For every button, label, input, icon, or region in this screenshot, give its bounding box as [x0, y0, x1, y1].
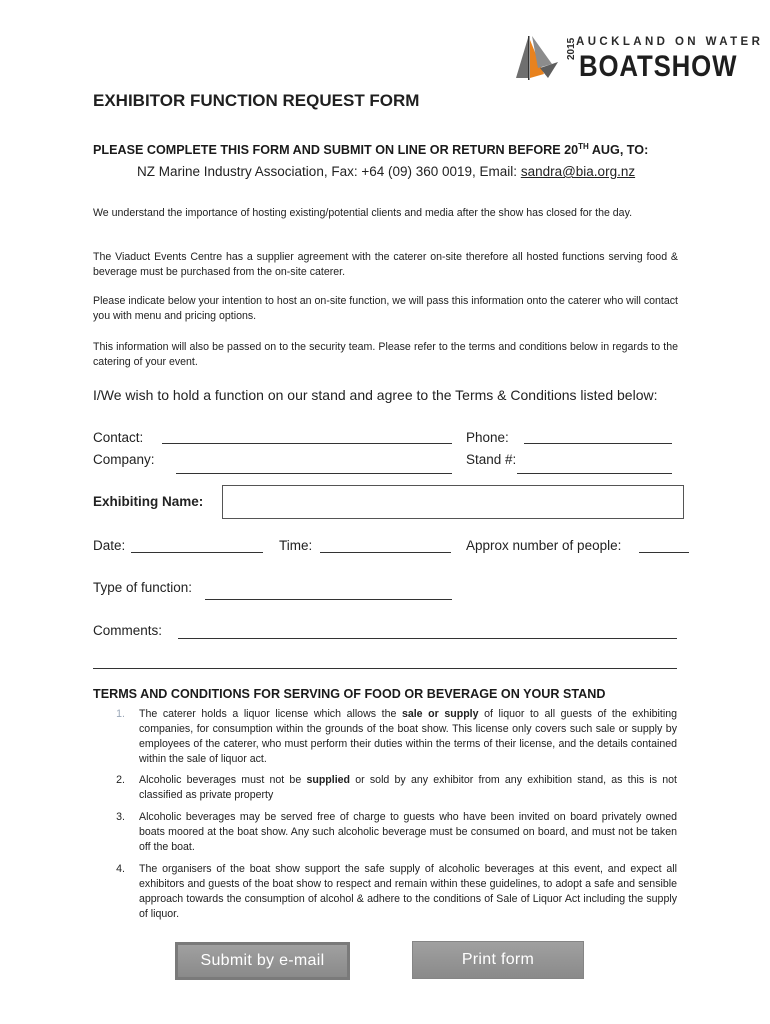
- contact-details: NZ Marine Industry Association, Fax: +64 (09) 360 0019, Email: sandra@bia.org.nz: [137, 164, 636, 179]
- date-field[interactable]: [131, 552, 263, 553]
- time-label: Time:: [279, 538, 313, 553]
- boat-show-logo: [508, 34, 764, 86]
- company-label: Company:: [93, 452, 155, 467]
- people-label: Approx number of people:: [466, 538, 622, 553]
- phone-label: Phone:: [466, 430, 509, 445]
- company-field[interactable]: [176, 473, 452, 474]
- logo-top-text: AUCKLAND ON WATER: [576, 36, 764, 48]
- time-field[interactable]: [320, 552, 451, 553]
- people-field[interactable]: [639, 552, 689, 553]
- function-type-label: Type of function:: [93, 580, 193, 595]
- exhibiting-name-field[interactable]: [222, 485, 684, 519]
- logo-year: 2015: [566, 37, 577, 60]
- date-label: Date:: [93, 538, 126, 553]
- intro-paragraph-1: We understand the importance of hosting existing/potential clients and media after the show has closed for the day.: [93, 207, 633, 219]
- sail-logo-icon: [508, 34, 568, 84]
- submit-by-email-button[interactable]: Submit by e-mail: [175, 942, 350, 980]
- email-link[interactable]: sandra@bia.org.nz: [520, 164, 636, 179]
- contact-field[interactable]: [162, 443, 452, 444]
- agreement-statement: I/We wish to hold a function on our stand and agree to the Terms & Conditions listed below:: [93, 387, 658, 403]
- print-form-button[interactable]: Print form: [412, 941, 584, 979]
- intro-paragraph-3: Please indicate below your intention to host an on-site function, we will pass this information onto the caterer who will contact you with menu and pricing options.: [93, 295, 678, 322]
- function-type-field[interactable]: [205, 599, 452, 600]
- stand-label: Stand #:: [466, 452, 517, 467]
- page-title: EXHIBITOR FUNCTION REQUEST FORM: [93, 91, 420, 110]
- intro-paragraph-2: The Viaduct Events Centre has a supplier agreement with the caterer on-site therefore all hosted functions serving food & beverage must be purchased from the on-site caterer.: [93, 251, 678, 278]
- stand-field[interactable]: [517, 473, 672, 474]
- terms-title: TERMS AND CONDITIONS FOR SERVING OF FOOD OR BEVERAGE ON YOUR STAND: [93, 687, 606, 701]
- comments-field[interactable]: [178, 638, 677, 639]
- intro-paragraph-4: This information will also be passed on to the security team. Please refer to the terms and conditions below in regards to the catering of your event.: [93, 341, 678, 368]
- comments-field-line-2[interactable]: [93, 668, 677, 669]
- comments-label: Comments:: [93, 623, 163, 638]
- phone-field[interactable]: [524, 443, 672, 444]
- contact-label: Contact:: [93, 430, 144, 445]
- logo-main-text: BOATSHOW: [579, 50, 738, 83]
- submission-instruction: PLEASE COMPLETE THIS FORM AND SUBMIT ON LINE OR RETURN BEFORE 20TH AUG, TO:: [93, 142, 649, 158]
- exhibiting-name-label: Exhibiting Name:: [93, 494, 204, 509]
